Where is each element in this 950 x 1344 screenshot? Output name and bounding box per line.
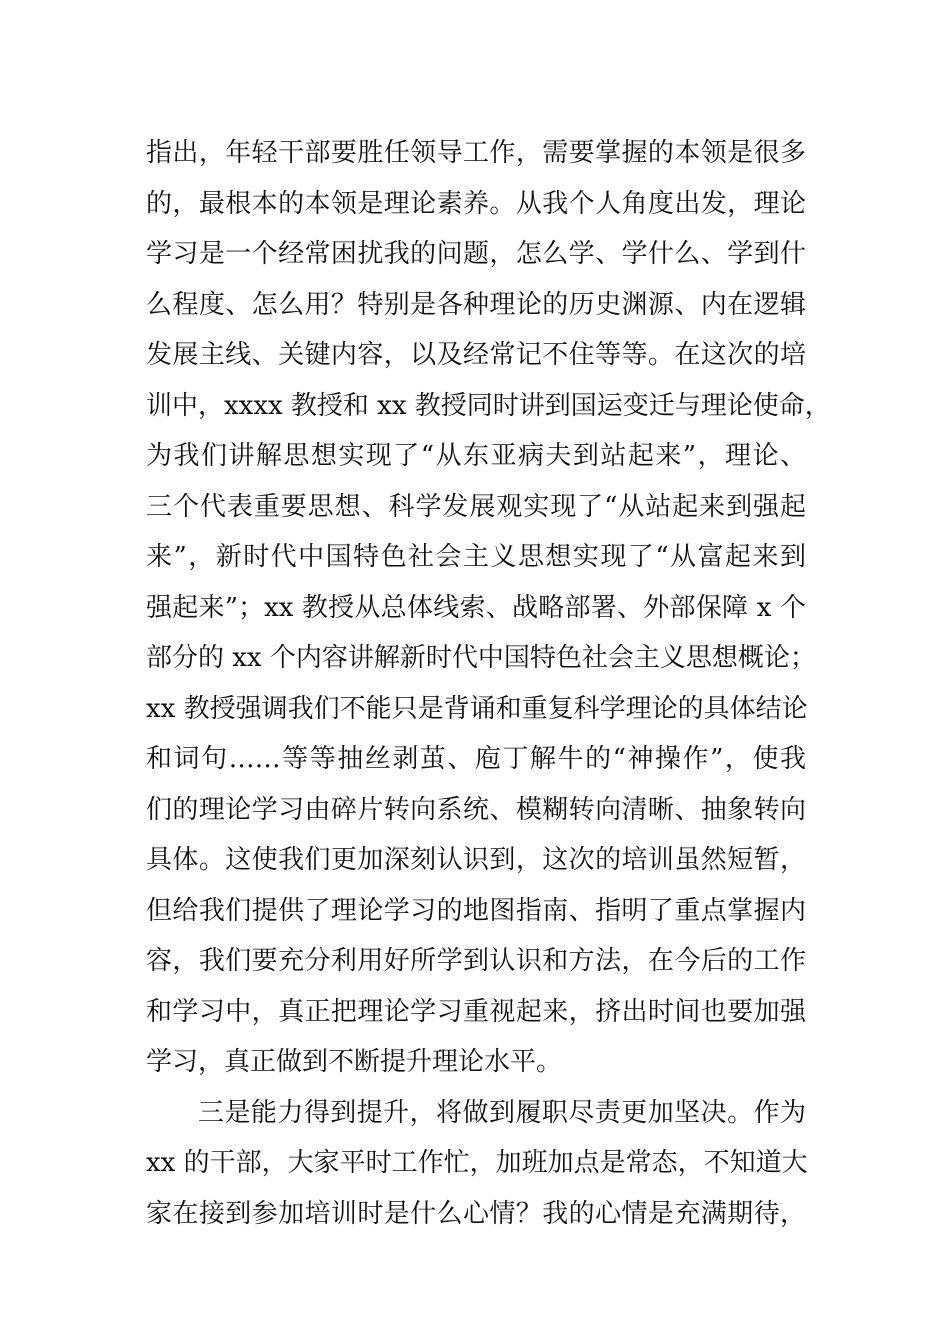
paragraph-start-line: 三是能力得到提升，将做到履职尽责更加坚决。作为 — [198, 1097, 806, 1128]
text-line: 来”，新时代中国特色社会主义思想实现了“从富起来到 — [146, 542, 806, 572]
text-line: 们的理论学习由碎片转向系统、模糊转向清晰、抽象转向 — [146, 794, 806, 825]
text-line: 和词句……等等抽丝剥茧、庖丁解牛的“神操作”，使我 — [146, 744, 806, 774]
text-line: 容，我们要充分利用好所学到认识和方法，在今后的工作 — [146, 946, 806, 976]
text-line: 部分的 xx 个内容讲解新时代中国特色社会主义思想概论； — [146, 643, 816, 673]
text-line: 的，最根本的本领是理论素养。从我个人角度出发，理论 — [146, 188, 806, 219]
text-line: 指出，年轻干部要胜任领导工作，需要掌握的本领是很多 — [146, 138, 806, 168]
text-line: 发展主线、关键内容，以及经常记不住等等。在这次的培 — [146, 340, 806, 370]
text-line: 为我们讲解思想实现了“从东亚病夫到站起来”，理论、 — [146, 441, 806, 471]
document-body — [146, 128, 831, 1239]
text-line: 三个代表重要思想、科学发展观实现了“从站起来到强起 — [146, 491, 806, 522]
text-line: 学习是一个经常困扰我的问题，怎么学、学什么、学到什 — [146, 239, 806, 269]
text-line: 和学习中，真正把理论学习重视起来，挤出时间也要加强 — [146, 996, 806, 1027]
text-line: 家在接到参加培训时是什么心情？我的心情是充满期待， — [146, 1198, 806, 1229]
text-line: 么程度、怎么用？特别是各种理论的历史渊源、内在逻辑 — [146, 289, 806, 320]
text-line: 训中，xxxx 教授和 xx 教授同时讲到国运变迁与理论使命， — [146, 390, 831, 421]
text-line: xx 教授强调我们不能只是背诵和重复科学理论的具体结论 — [146, 693, 808, 724]
text-line: 强起来”；xx 教授从总体线索、战略部署、外部保障 x 个 — [146, 592, 806, 623]
text-line: 但给我们提供了理论学习的地图指南、指明了重点掌握内 — [146, 895, 806, 926]
paragraph-end-line: 学习，真正做到不断提升理论水平。 — [146, 1047, 563, 1077]
text-line: xx 的干部，大家平时工作忙，加班加点是常态，不知道大 — [146, 1148, 808, 1178]
text-line: 具体。这使我们更加深刻认识到，这次的培训虽然短暂， — [146, 845, 806, 875]
